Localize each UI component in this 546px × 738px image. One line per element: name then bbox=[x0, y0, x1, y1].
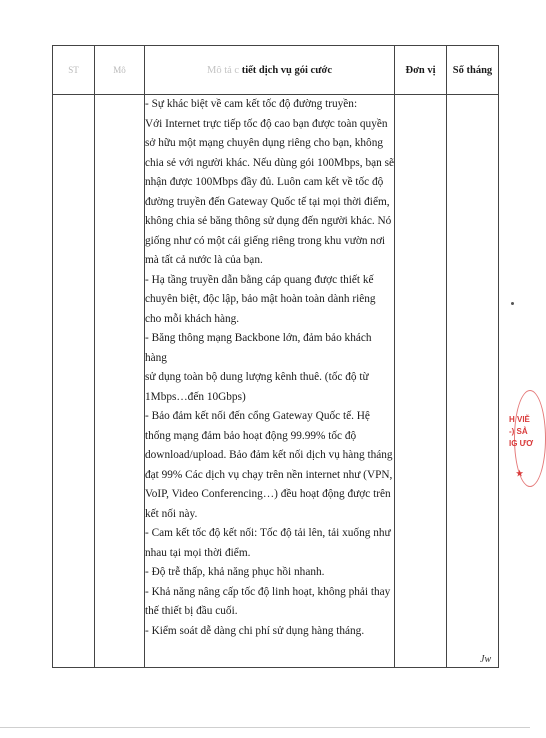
header-col2: Mô bbox=[95, 46, 145, 95]
stamp-star-icon: ★ bbox=[516, 469, 524, 478]
description-line: đường truyền đến Gateway Quốc tế tại mọi thời điểm, bbox=[145, 195, 390, 208]
description-line: - Cam kết tốc độ kết nối: Tốc độ tải lên, tải xuống như bbox=[145, 527, 391, 539]
description-line: VoIP, Video Conferencing…) đều hoạt động được trên bbox=[145, 488, 391, 500]
cell-description bbox=[145, 95, 395, 668]
stamp-text-1: H VIỄ bbox=[509, 415, 530, 424]
description-line: chuyên biệt, độc lập, bảo mật hoàn toàn dành riêng bbox=[145, 293, 376, 305]
stamp-text-3: IG ƯƠ bbox=[509, 439, 534, 448]
speck-mark bbox=[511, 302, 514, 305]
description-line: kết nối này. bbox=[145, 507, 198, 520]
table-row bbox=[53, 95, 499, 668]
description-line: chia sẻ với người khác. Nếu dùng gói 100Mbps, bạn sẽ bbox=[145, 156, 394, 169]
header-months: Số tháng bbox=[447, 46, 499, 95]
cell-stt bbox=[53, 95, 95, 668]
header-description-faded: Mô tả c bbox=[207, 64, 240, 76]
description-line: nhau tại mọi thời điểm. bbox=[145, 546, 251, 559]
initials-signature: Jw bbox=[480, 654, 492, 665]
description-line: không chia sẻ băng thông sử dụng đến người khác. Nó bbox=[145, 215, 392, 227]
description-line: Với Internet trực tiếp tốc độ cao bạn được toàn quyền bbox=[145, 117, 388, 130]
description-lines bbox=[145, 95, 394, 641]
cell-unit bbox=[395, 95, 447, 668]
description-line: - Hạ tầng truyền dẫn bằng cáp quang được thiết kế bbox=[145, 273, 374, 286]
header-unit: Đơn vị bbox=[395, 46, 447, 95]
cell-months bbox=[447, 95, 499, 668]
description-line: sở hữu một mạng chuyên dụng riêng cho bạn, không bbox=[145, 137, 383, 149]
service-table bbox=[52, 45, 499, 668]
description-line: thống mạng đảm bảo hoạt động 99.99% tốc độ bbox=[145, 429, 357, 442]
description-line: - Sự khác biệt về cam kết tốc độ đường truyền: bbox=[145, 98, 358, 110]
company-stamp bbox=[508, 388, 534, 498]
description-line: - Bảo đảm kết nối đến cổng Gateway Quốc tế. Hệ bbox=[145, 410, 370, 422]
description-line: đạt 99% Các dịch vụ chạy trên nền internet như (VPN, bbox=[145, 468, 393, 481]
page-bottom-rule bbox=[0, 727, 530, 728]
description-line: mà tất cả nước là của bạn. bbox=[145, 254, 263, 266]
description-line: nhận được 100Mbps đầy đủ. Luôn cam kết về tốc độ bbox=[145, 176, 384, 188]
description-line: - Khả năng nâng cấp tốc độ linh hoạt, không phải thay bbox=[145, 585, 391, 598]
header-stt: ST bbox=[53, 46, 95, 95]
description-line: - Băng thông mạng Backbone lớn, đảm bảo khách hàng bbox=[145, 332, 372, 364]
description-line: 1Mbps…đến 10Gbps) bbox=[145, 390, 246, 403]
stamp-text-2: -) SẢ bbox=[509, 427, 528, 436]
description-line: cho mỗi khách hàng. bbox=[145, 312, 240, 325]
description-line: - Kiểm soát dễ dàng chi phí sử dụng hàng tháng. bbox=[145, 624, 365, 637]
cell-col2 bbox=[95, 95, 145, 668]
header-description bbox=[145, 46, 395, 95]
description-line: - Độ trễ thấp, khả năng phục hồi nhanh. bbox=[145, 566, 325, 578]
description-line: sử dụng toàn bộ dung lượng kênh thuê. (tốc độ từ bbox=[145, 371, 369, 383]
header-description-text: tiết dịch vụ gói cước bbox=[241, 64, 332, 76]
header-row bbox=[53, 46, 499, 95]
description-line: download/upload. Bảo đảm kết nối dịch vụ hàng tháng bbox=[145, 449, 393, 461]
description-line: giống như có một cái giếng riêng trong khu vườn nơi bbox=[145, 234, 386, 247]
description-line: thế thiết bị đầu cuối. bbox=[145, 605, 238, 617]
